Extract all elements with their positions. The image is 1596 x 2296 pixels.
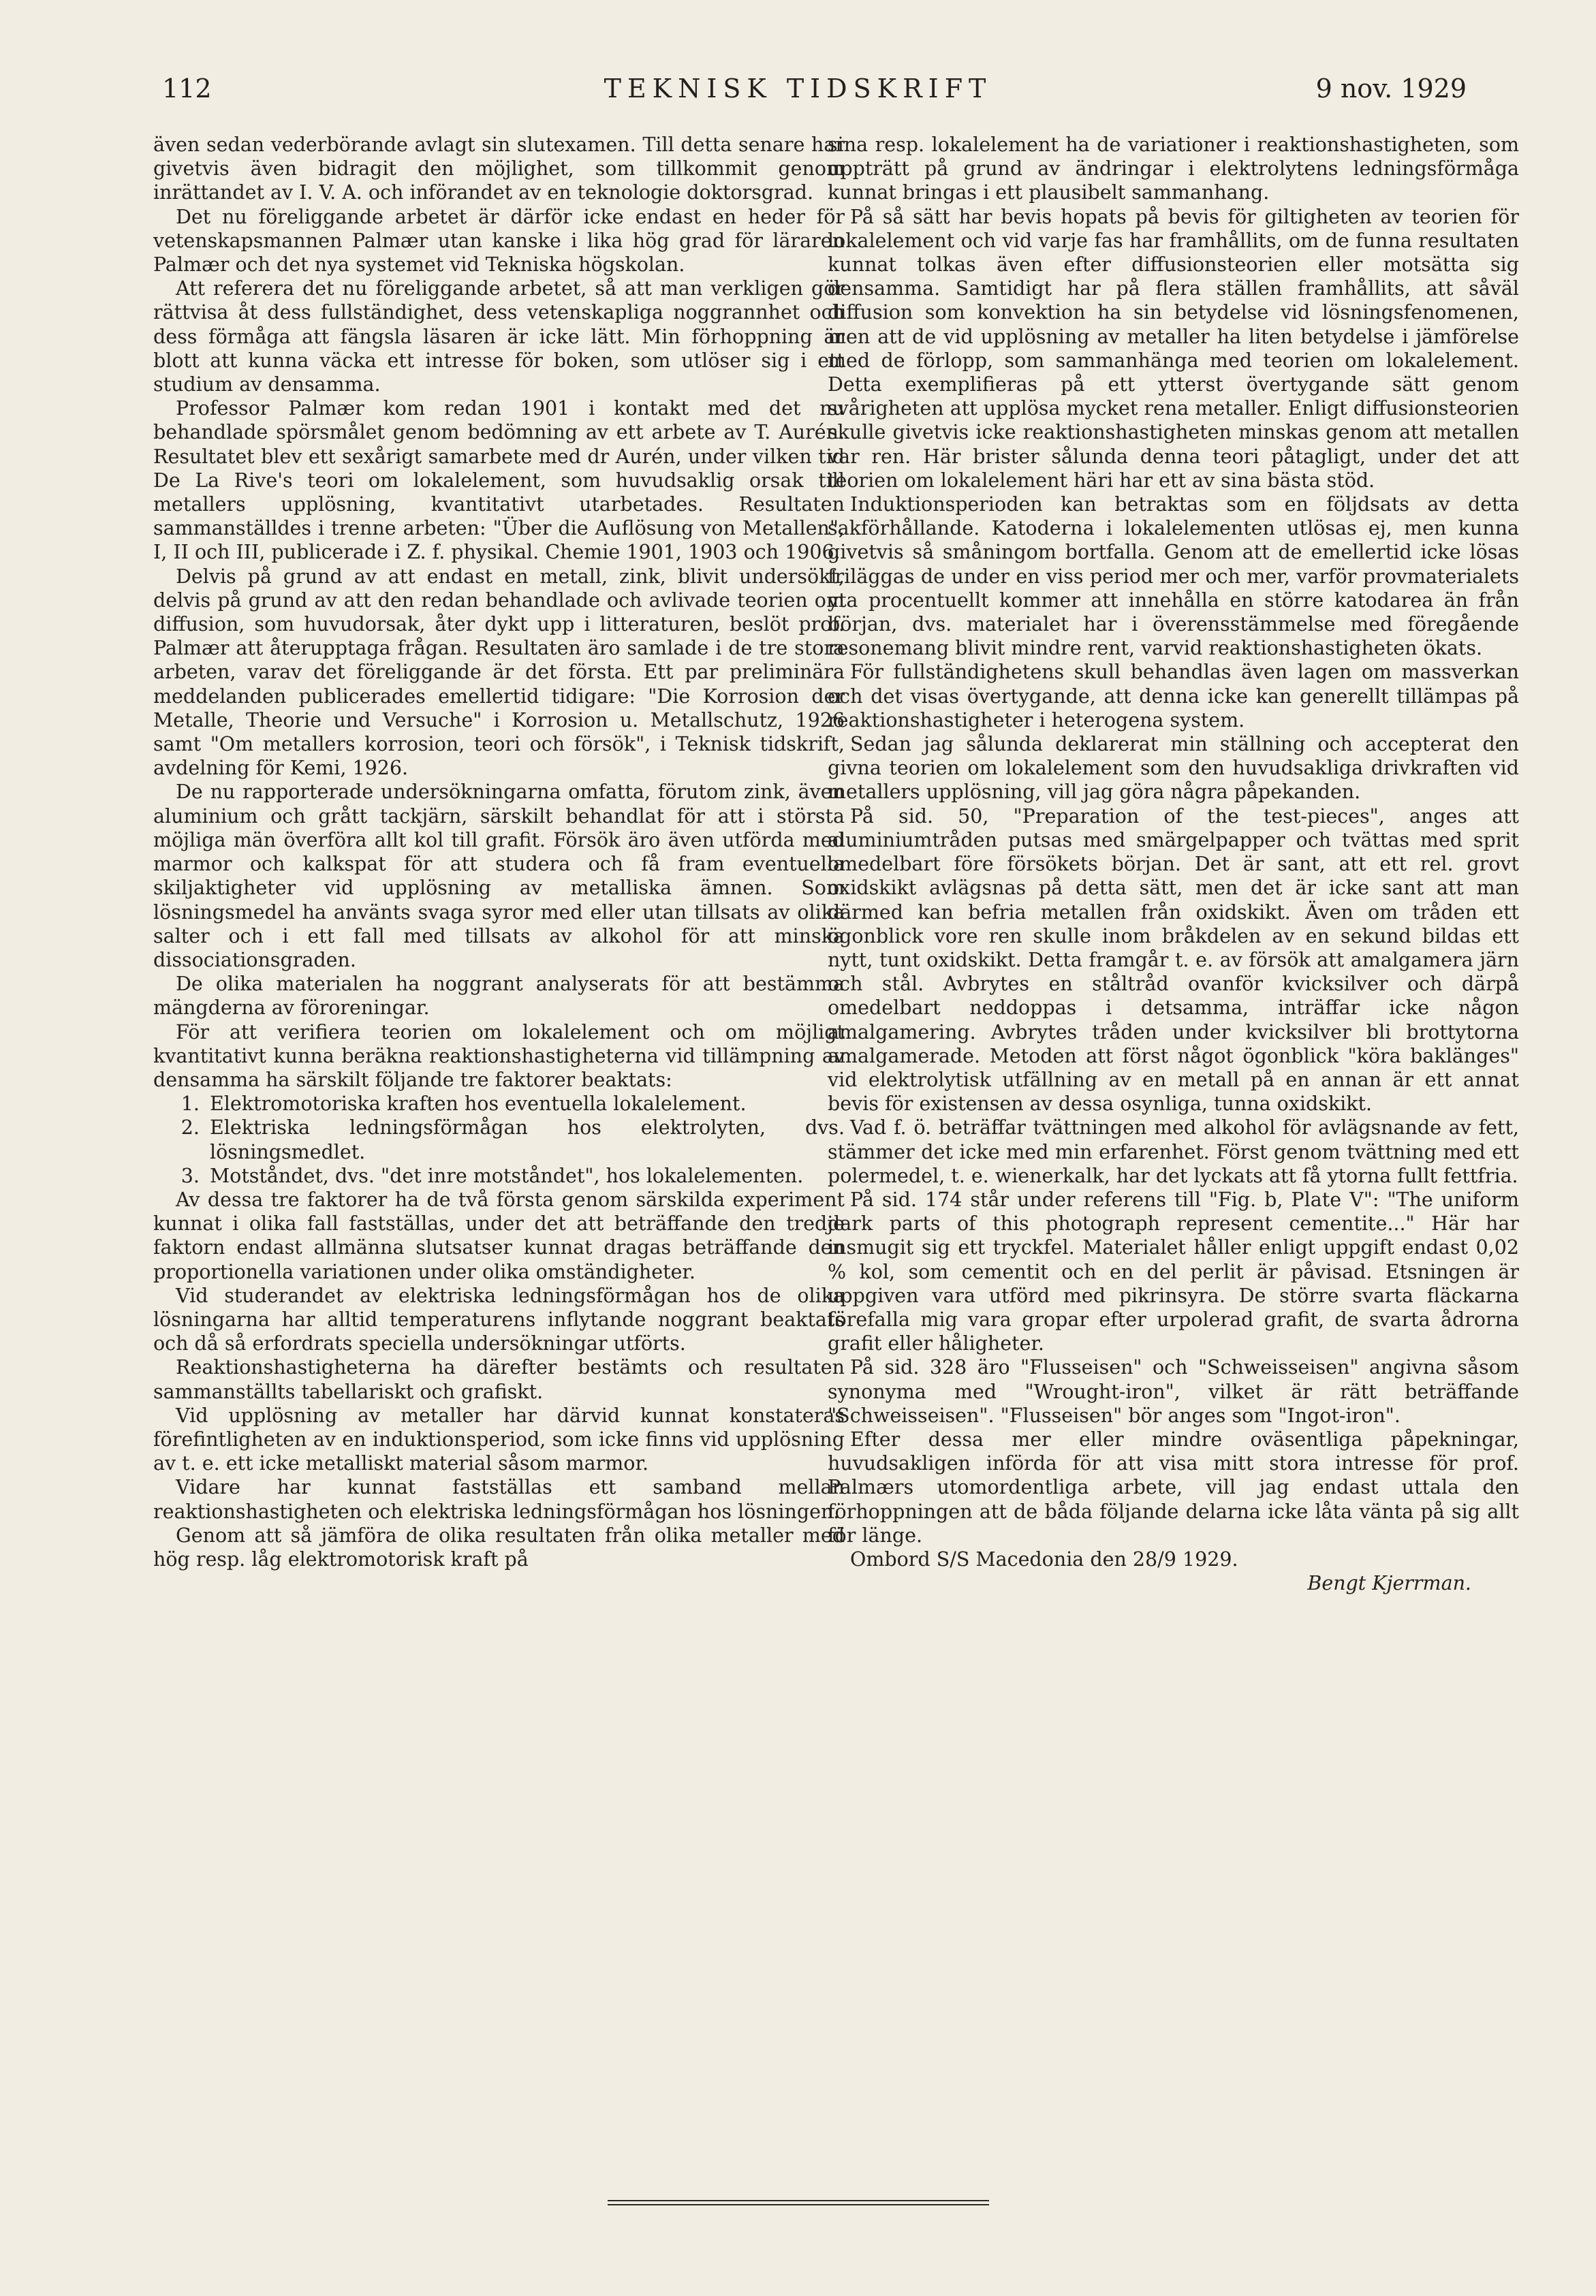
paragraph: För fullständighetens skull behandlas även lagen om massverkan och det visas övertygande, att denna icke kan generellt tillämpas på reaktionshastigheter i heterogena system. [828, 661, 1519, 732]
paragraph: På sid. 50, "Preparation of the test-pieces", anges att aluminiumtråden putsas med smärgelpapper och tvättas med sprit omedelbart före försökets början. Det är sant, att ett rel. grovt oxidskikt avlägsnas på detta sätt, men det är icke sant att man därmed kan befria metallen från oxidskikt. Även om tråden ett ögonblick vore ren skulle inom bråkdelen av en sekund bildas ett nytt, tunt oxidskikt. Detta framgår t. e. av försök att amalgamera järn och stål. Avbrytes en ståltråd ovanför kvicksilver och därpå omedelbart neddoppas i detsamma, inträffar icke någon amalgamering. Avbrytes tråden under kvicksilver bli brottytorna amalgamerade. Metoden att först något ögonblick "köra baklänges" vid elektrolytisk utfällning av en metall på en annan är ett annat bevis för existensen av dessa osynliga, tunna oxidskikt. [828, 804, 1519, 1116]
paragraph: Av dessa tre faktorer ha de två första genom särskilda experiment kunnat i olika fall fastställas, under det att beträffande den tredje faktorn endast allmänna slutsatser kunnat dragas beträffande den proportionella variationen under olika omständigheter. [153, 1188, 845, 1283]
page-header [0, 74, 1596, 114]
paragraph: Vad f. ö. beträffar tvättningen med alkohol för avlägsnande av fett, stämmer det icke med min erfarenhet. Först genom tvättning med ett polermedel, t. e. wienerkalk, har det lyckats att få ytorna fullt fettfria. [828, 1116, 1519, 1187]
paragraph: De olika materialen ha noggrant analyserats för att bestämma mängderna av föroreningar. [153, 973, 845, 1020]
page-number: 112 [162, 74, 212, 104]
paragraph: Vid studerandet av elektriska ledningsförmågan hos de olika lösningarna har alltid temperaturens inflytande noggrant beaktats och då så erfordrats speciella undersökningar utförts. [153, 1284, 845, 1355]
left-column [153, 133, 845, 1571]
list-item: 2. Elektriska ledningsförmågan hos elektrolyten, dvs. lösningsmedlet. [206, 1116, 845, 1163]
paragraph: Vidare har kunnat fastställas ett samband mellan reaktionshastigheten och elektriska ledningsförmågan hos lösningen. [153, 1476, 845, 1523]
paragraph: Sedan jag sålunda deklarerat min ställning och accepterat den givna teorien om lokalelement som den huvudsakliga drivkraften vid metallers upplösning, vill jag göra några påpekanden. [828, 733, 1519, 804]
paragraph: För att verifiera teorien om lokalelement och om möjligt kvantitativt kunna beräkna reaktionshastigheterna vid tillämpning av densamma ha särskilt följande tre faktorer beaktats: [153, 1020, 845, 1091]
issue-date: 9 nov. 1929 [1315, 74, 1467, 104]
right-column [828, 133, 1519, 1595]
paragraph: De nu rapporterade undersökningarna omfatta, förutom zink, även aluminium och grått tackjärn, särskilt behandlat för att i största möjliga män överföra allt kol till grafit. Försök äro även utförda med marmor och kalkspat för att studera och få fram eventuella skiljaktigheter vid upplösning av metalliska ämnen. Som lösningsmedel ha använts svaga syror med eller utan tillsats av olika salter och i ett fall med tillsats av alkohol för att minska dissociationsgraden. [153, 781, 845, 971]
paragraph: Induktionsperioden kan betraktas som en följdsats av detta sakförhållande. Katoderna i lokalelementen utlösas ej, men kunna givetvis så småningom bortfalla. Genom att de emellertid icke lösas friläggas de under en viss period mer och mer, varför provmaterialets yta procentuellt kommer att innehålla en större katodarea än från början, dvs. materialet har i överensstämmelse med föregående resonemang blivit mindre rent, varvid reaktionshastigheten ökats. [828, 493, 1519, 660]
paragraph: På sid. 174 står under referens till "Fig. b, Plate V": "The uniform dark parts of this photograph represent cementite..." Här har insmugit sig ett tryckfel. Materialet håller enligt uppgift endast 0,02 % kol, som cementit och en del perlit är påvisad. Etsningen är uppgiven vara utförd med pikrinsyra. De större svarta fläckarna förefalla mig vara gropar efter urpolerad grafit, de svarta ådrorna grafit eller håligheter. [828, 1188, 1519, 1355]
paragraph: Efter dessa mer eller mindre oväsentliga påpekningar, huvudsakligen införda för att visa mitt stora intresse för prof. Palmærs utomordentliga arbete, vill jag endast uttala den förhoppningen att de båda följande delarna icke låta vänta på sig allt för länge. [828, 1428, 1519, 1547]
list-item: 1. Elektromotoriska kraften hos eventuella lokalelement. [206, 1092, 845, 1116]
paragraph: Reaktionshastigheterna ha därefter bestämts och resultaten sammanställts tabellariskt och grafiskt. [153, 1356, 845, 1403]
journal-title: TEKNISK TIDSKRIFT [604, 74, 992, 104]
paragraph: På sid. 328 äro "Flusseisen" och "Schweisseisen" angivna såsom synonyma med "Wrought-iron", vilket är rätt beträffande "Schweisseisen". "Flusseisen" bör anges som "Ingot-iron". [828, 1356, 1519, 1427]
author-signature: Bengt Kjerrman. [1307, 1572, 1471, 1595]
paragraph: Vid upplösning av metaller har därvid kunnat konstateras förefintligheten av en induktionsperiod, som icke finns vid upplösning av t. e. ett icke metalliskt material såsom marmor. [153, 1404, 845, 1475]
paragraph: Delvis på grund av att endast en metall, zink, blivit undersökt, delvis på grund av att den redan behandlade och avlivade teorien om diffusion, som huvudorsak, åter dykt upp i litteraturen, beslöt prof. Palmær att återupptaga frågan. Resultaten äro samlade i de tre stora arbeten, varav det föreliggande är det första. Ett par preliminära meddelanden publicerades emellertid tidigare: "Die Korrosion der Metalle, Theorie und Versuche" i Korrosion u. Metallschutz, 1926 samt "Om metallers korrosion, teori och försök", i Teknisk tidskrift, avdelning för Kemi, 1926. [153, 565, 845, 780]
factor-list [153, 1092, 845, 1188]
paragraph: sina resp. lokalelement ha de variationer i reaktionshastigheten, som uppträtt på grund av ändringar i elektrolytens ledningsförmåga kunnat bringas i ett plausibelt sammanhang. [828, 133, 1519, 204]
paragraph: Genom att så jämföra de olika resultaten från olika metaller med hög resp. låg elektromotorisk kraft på [153, 1524, 845, 1571]
list-item: 3. Motståndet, dvs. "det inre motståndet", hos lokalelementen. [206, 1164, 845, 1188]
end-rule [608, 2204, 989, 2205]
paragraph: På så sätt har bevis hopats på bevis för giltigheten av teorien för lokalelement och vid varje fas har framhållits, om de funna resultaten kunnat tolkas även efter diffusionsteorien eller motsätta sig densamma. Samtidigt har på flera ställen framhållits, att såväl diffusion som konvektion ha sin betydelse vid lösningsfenomenen, men att de vid upplösning av metaller ha liten betydelse i jämförelse med de förlopp, som sammanhänga med teorien om lokalelement. Detta exemplifieras på ett ytterst övertygande sätt genom svårigheten att upplösa mycket rena metaller. Enligt diffusionsteorien skulle givetvis icke reaktionshastigheten minskas genom att metallen var ren. Här brister sålunda denna teori påtagligt, under det att teorien om lokalelement häri har ett av sina bästa stöd. [828, 205, 1519, 492]
paragraph: Professor Palmær kom redan 1901 i kontakt med det nu behandlade spörsmålet genom bedömning av ett arbete av T. Aurén. Resultatet blev ett sexårigt samarbete med dr Aurén, under vilken tid De La Rive's teori om lokalelement, som huvudsaklig orsak till metallers upplösning, kvantitativt utarbetades. Resultaten sammanställdes i trenne arbeten: "Über die Auflösung von Metallen", I, II och III, publicerade i Z. f. physikal. Chemie 1901, 1903 och 1906. [153, 397, 845, 564]
dateline: Ombord S/S Macedonia den 28/9 1929. [850, 1547, 1238, 1571]
paragraph: Det nu föreliggande arbetet är därför icke endast en heder för vetenskapsmannen Palmær utan kanske i lika hög grad för läraren Palmær och det nya systemet vid Tekniska högskolan. [153, 205, 845, 277]
paragraph: Att referera det nu föreliggande arbetet, så att man verkligen gör rättvisa åt dess fullständighet, dess vetenskapliga noggrannhet och dess förmåga att fängsla läsaren är icke lätt. Min förhoppning är blott att kunna väcka ett intresse för boken, som utlöser sig i ett studium av densamma. [153, 277, 845, 396]
end-rule [608, 2200, 989, 2201]
paragraph: även sedan vederbörande avlagt sin slutexamen. Till detta senare har givetvis även bidragit den möjlighet, som tillkommit genom inrättandet av I. V. A. och införandet av en teknologie doktorsgrad. [153, 133, 845, 204]
